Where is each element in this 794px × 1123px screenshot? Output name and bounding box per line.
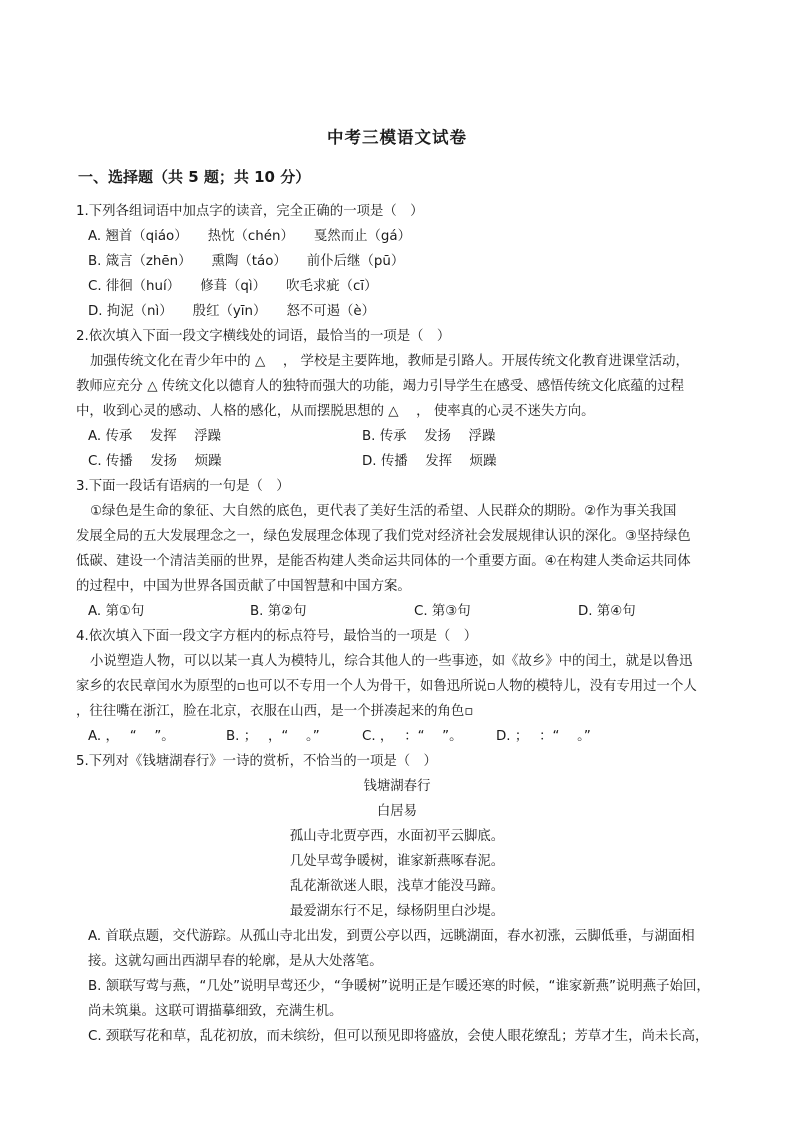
question-3-passage-line: 低碳、建设一个清洁美丽的世界，是能否构建人类命运共同体的一个重要方面。④在构建人类命运共同体 <box>76 554 691 569</box>
question-3-passage-line: 的过程中，中国为世界各国贡献了中国智慧和中国方案。 <box>76 579 411 594</box>
question-4-passage-line: 小说塑造人物，可以以某一真人为模特儿，综合其他人的一些事迹，如《故乡》中的闰土，就是以鲁迅 <box>90 654 693 669</box>
question-4-passage-line: 家乡的农民章闰水为原型的▫也可以不专用一个人为骨干，如鲁迅所说▫人物的模特儿，没有专用过一个人 <box>76 679 697 694</box>
question-2-passage-line: 中，收到心灵的感动、人格的感化，从而摆脱思想的 △ ， 使率真的心灵不迷失方向。 <box>76 404 595 419</box>
poem-line: 几处早莺争暖树，谁家新燕啄春泥。 <box>289 854 505 869</box>
question-3-option-c: C. 第③句 <box>414 604 471 619</box>
question-3-option-d: D. 第④句 <box>578 604 636 619</box>
question-1-stem: 1.下列各组词语中加点字的读音，完全正确的一项是（ ） <box>76 204 424 219</box>
question-5-option-c: C. 颈联写花和草，乱花初放，而未缤纷，但可以预见即将盛放，会使人眼花缭乱；芳草才生，尚未长高， <box>88 1029 709 1044</box>
question-4-option-c: C. ， ：“ ”。 <box>362 729 463 744</box>
poem-author: 白居易 <box>376 804 418 819</box>
question-4-stem: 4.依次填入下面一段文字方框内的标点符号，最恰当的一项是（ ） <box>76 629 478 644</box>
question-4-option-b: B. ； ，“ 。” <box>226 729 320 744</box>
question-2-option-b: B. 传承 发扬 浮躁 <box>362 429 496 444</box>
question-2-passage-line: 教师应充分 △ 传统文化以德育人的独特而强大的功能，竭力引导学生在感受、感悟传统文化底蕴的过程 <box>76 379 684 394</box>
question-3-option-a: A. 第①句 <box>88 604 145 619</box>
question-4-option-d: D. ； ：“ 。” <box>496 729 591 744</box>
question-2-passage-line: 加强传统文化在青少年中的 △ ， 学校是主要阵地，教师是引路人。开展传统文化教育进课堂活动， <box>90 354 689 369</box>
question-5-stem: 5.下列对《钱塘湖春行》一诗的赏析，不恰当的一项是（ ） <box>76 754 437 769</box>
question-3-passage-line: ①绿色是生命的象征、大自然的底色，更代表了美好生活的希望、人民群众的期盼。②作为事关我国 <box>90 504 677 519</box>
page-title: 中考三模语文试卷 <box>327 128 467 147</box>
section-heading: 一、选择题（共 5 题；共 10 分） <box>78 168 311 186</box>
poem-title: 钱塘湖春行 <box>363 779 431 794</box>
question-2-option-a: A. 传承 发挥 浮躁 <box>88 429 222 444</box>
question-3-passage-line: 发展全局的五大发展理念之一，绿色发展理念体现了我们党对经济社会发展规律认识的深化。③坚持绿色 <box>76 529 691 544</box>
question-5-option-a-cont: 接。这就勾画出西湖早春的轮廓，是从大处落笔。 <box>88 954 383 969</box>
question-5-option-b: B. 颔联写莺与燕，“几处”说明早莺还少，“争暖树”说明正是乍暖还寒的时候，“谁家新燕”说明燕子始回， <box>88 979 710 994</box>
question-2-stem: 2.依次填入下面一段文字横线处的词语，最恰当的一项是（ ） <box>76 329 451 344</box>
poem-line: 孤山寺北贾亭西，水面初平云脚底。 <box>289 829 505 844</box>
question-5-option-a: A. 首联点题，交代游踪。从孤山寺北出发，到贾公亭以西，远眺湖面，春水初涨，云脚低垂，与湖面相 <box>88 929 695 944</box>
question-2-option-c: C. 传播 发扬 烦躁 <box>88 454 222 469</box>
question-5-option-b-cont: 尚未筑巢。这联可谓描摹细致，充满生机。 <box>88 1004 343 1019</box>
poem-line: 最爱湖东行不足，绿杨阴里白沙堤。 <box>289 904 505 919</box>
question-4-option-a: A. ， “ ”。 <box>88 729 175 744</box>
question-1-option-d: D. 拘泥（nì） 殷红（yīn） 怒不可遏（è） <box>88 304 376 319</box>
question-4-passage-line: ，往往嘴在浙江，脸在北京，衣服在山西，是一个拼凑起来的角色▫ <box>76 704 474 719</box>
question-1-option-a: A. 翘首（qiáo） 热忱（chén） 戛然而止（gá） <box>88 229 411 244</box>
poem-line: 乱花渐欲迷人眼，浅草才能没马蹄。 <box>289 879 505 894</box>
question-1-option-c: C. 徘徊（huí） 修葺（qì） 吹毛求疵（cī） <box>88 279 378 294</box>
question-3-option-b: B. 第②句 <box>250 604 307 619</box>
question-3-stem: 3.下面一段话有语病的一句是（ ） <box>76 479 290 494</box>
question-1-option-b: B. 箴言（zhēn） 熏陶（táo） 前仆后继（pū） <box>88 254 405 269</box>
question-2-option-d: D. 传播 发挥 烦躁 <box>362 454 497 469</box>
